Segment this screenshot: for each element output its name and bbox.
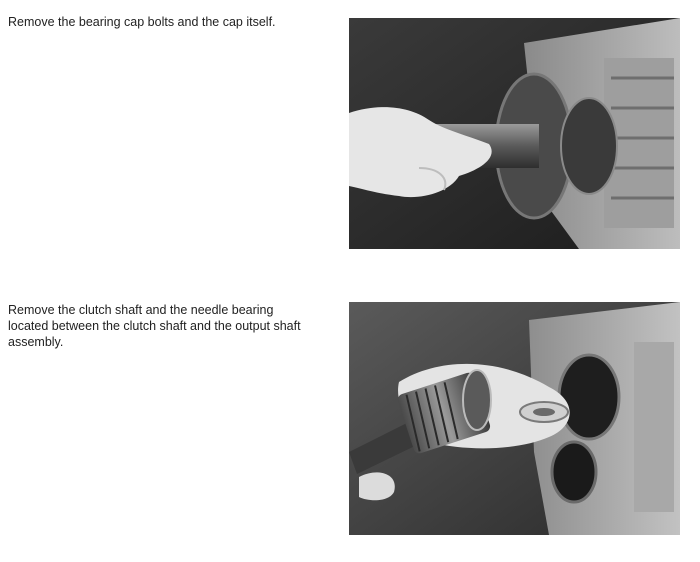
step-1-instruction: Remove the bearing cap bolts and the cap itself.: [8, 15, 276, 29]
step-2-photo: [349, 302, 680, 535]
bearing-cap-removal-illustration: [349, 18, 680, 249]
step-2-instruction: Remove the clutch shaft and the needle bearing located between the clutch shaft and the output shaft assembly.: [8, 303, 301, 349]
step-1-photo: [349, 18, 680, 249]
clutch-shaft-removal-illustration: [349, 302, 680, 535]
